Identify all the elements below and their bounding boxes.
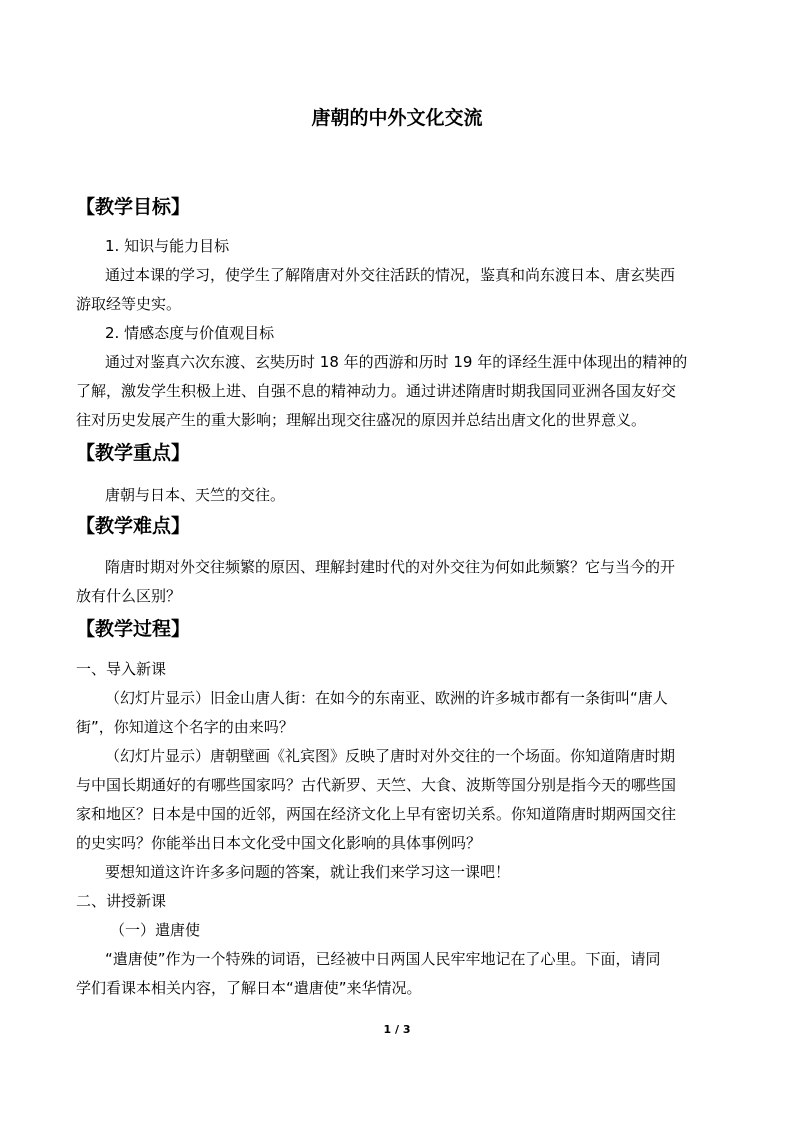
process-part-1-label: 一、导入新课 bbox=[76, 660, 167, 678]
page-number: 1 / 3 bbox=[383, 1023, 411, 1036]
objective-2-label: 2. 情感态度与价值观目标 bbox=[105, 324, 275, 342]
section-heading-difficulties: 【教学难点】 bbox=[76, 515, 191, 537]
paragraph-line: 的史实吗？你能举出日本文化受中国文化影响的具体事例吗？ bbox=[76, 834, 482, 852]
paragraph-line: 学们看课本相关内容，了解日本“遣唐使”来华情况。 bbox=[76, 979, 422, 997]
document-title: 唐朝的中外文化交流 bbox=[311, 107, 483, 129]
paragraph-line: 放有什么区别？ bbox=[76, 587, 182, 605]
paragraph-line: 唐朝与日本、天竺的交往。 bbox=[105, 486, 286, 504]
paragraph-line: （幻灯片显示）旧金山唐人街：在如今的东南亚、欧洲的许多城市都有一条街叫“唐人 bbox=[105, 689, 668, 707]
objective-1-label: 1. 知识与能力目标 bbox=[105, 237, 230, 255]
paragraph-line: （幻灯片显示）唐朝壁画《礼宾图》反映了唐时对外交往的一个场面。你知道隋唐时期 bbox=[105, 747, 676, 765]
paragraph-line: 与中国长期通好的有哪些国家吗？古代新罗、天竺、大食、波斯等国分别是指今天的哪些国 bbox=[76, 776, 677, 794]
process-subheading-envoys: （一）遣唐使 bbox=[110, 921, 201, 939]
section-heading-objectives: 【教学目标】 bbox=[76, 196, 191, 218]
paragraph-line: 通过对鉴真六次东渡、玄奘历时 18 年的西游和历时 19 年的译经生涯中体现出的精神的 bbox=[105, 353, 688, 371]
paragraph-line: “遣唐使”作为一个特殊的词语，已经被中日两国人民牢牢地记在了心里。下面，请同 bbox=[105, 950, 661, 968]
paragraph-line: 家和地区？日本是中国的近邻，两国在经济文化上早有密切关系。你知道隋唐时期两国交往 bbox=[76, 805, 677, 823]
paragraph-line: 游取经等史实。 bbox=[76, 295, 182, 313]
process-part-2-label: 二、讲授新课 bbox=[76, 892, 167, 910]
paragraph-line: 往对历史发展产生的重大影响；理解出现交往盛况的原因并总结出唐文化的世界意义。 bbox=[76, 411, 647, 429]
paragraph-line: 隋唐时期对外交往频繁的原因、理解封建时代的对外交往为何如此频繁？它与当今的开 bbox=[105, 558, 676, 576]
paragraph-line: 了解，激发学生积极上进、自强不息的精神动力。通过讲述隋唐时期我国同亚洲各国友好交 bbox=[76, 382, 677, 400]
paragraph-line: 要想知道这许许多多问题的答案，就让我们来学习这一课吧！ bbox=[105, 863, 511, 881]
paragraph-line: 通过本课的学习，使学生了解隋唐对外交往活跃的情况，鉴真和尚东渡日本、唐玄奘西 bbox=[105, 266, 676, 284]
section-heading-process: 【教学过程】 bbox=[76, 618, 191, 640]
paragraph-line: 街”，你知道这个名字的由来吗？ bbox=[76, 718, 294, 736]
section-heading-key-points: 【教学重点】 bbox=[76, 442, 191, 464]
